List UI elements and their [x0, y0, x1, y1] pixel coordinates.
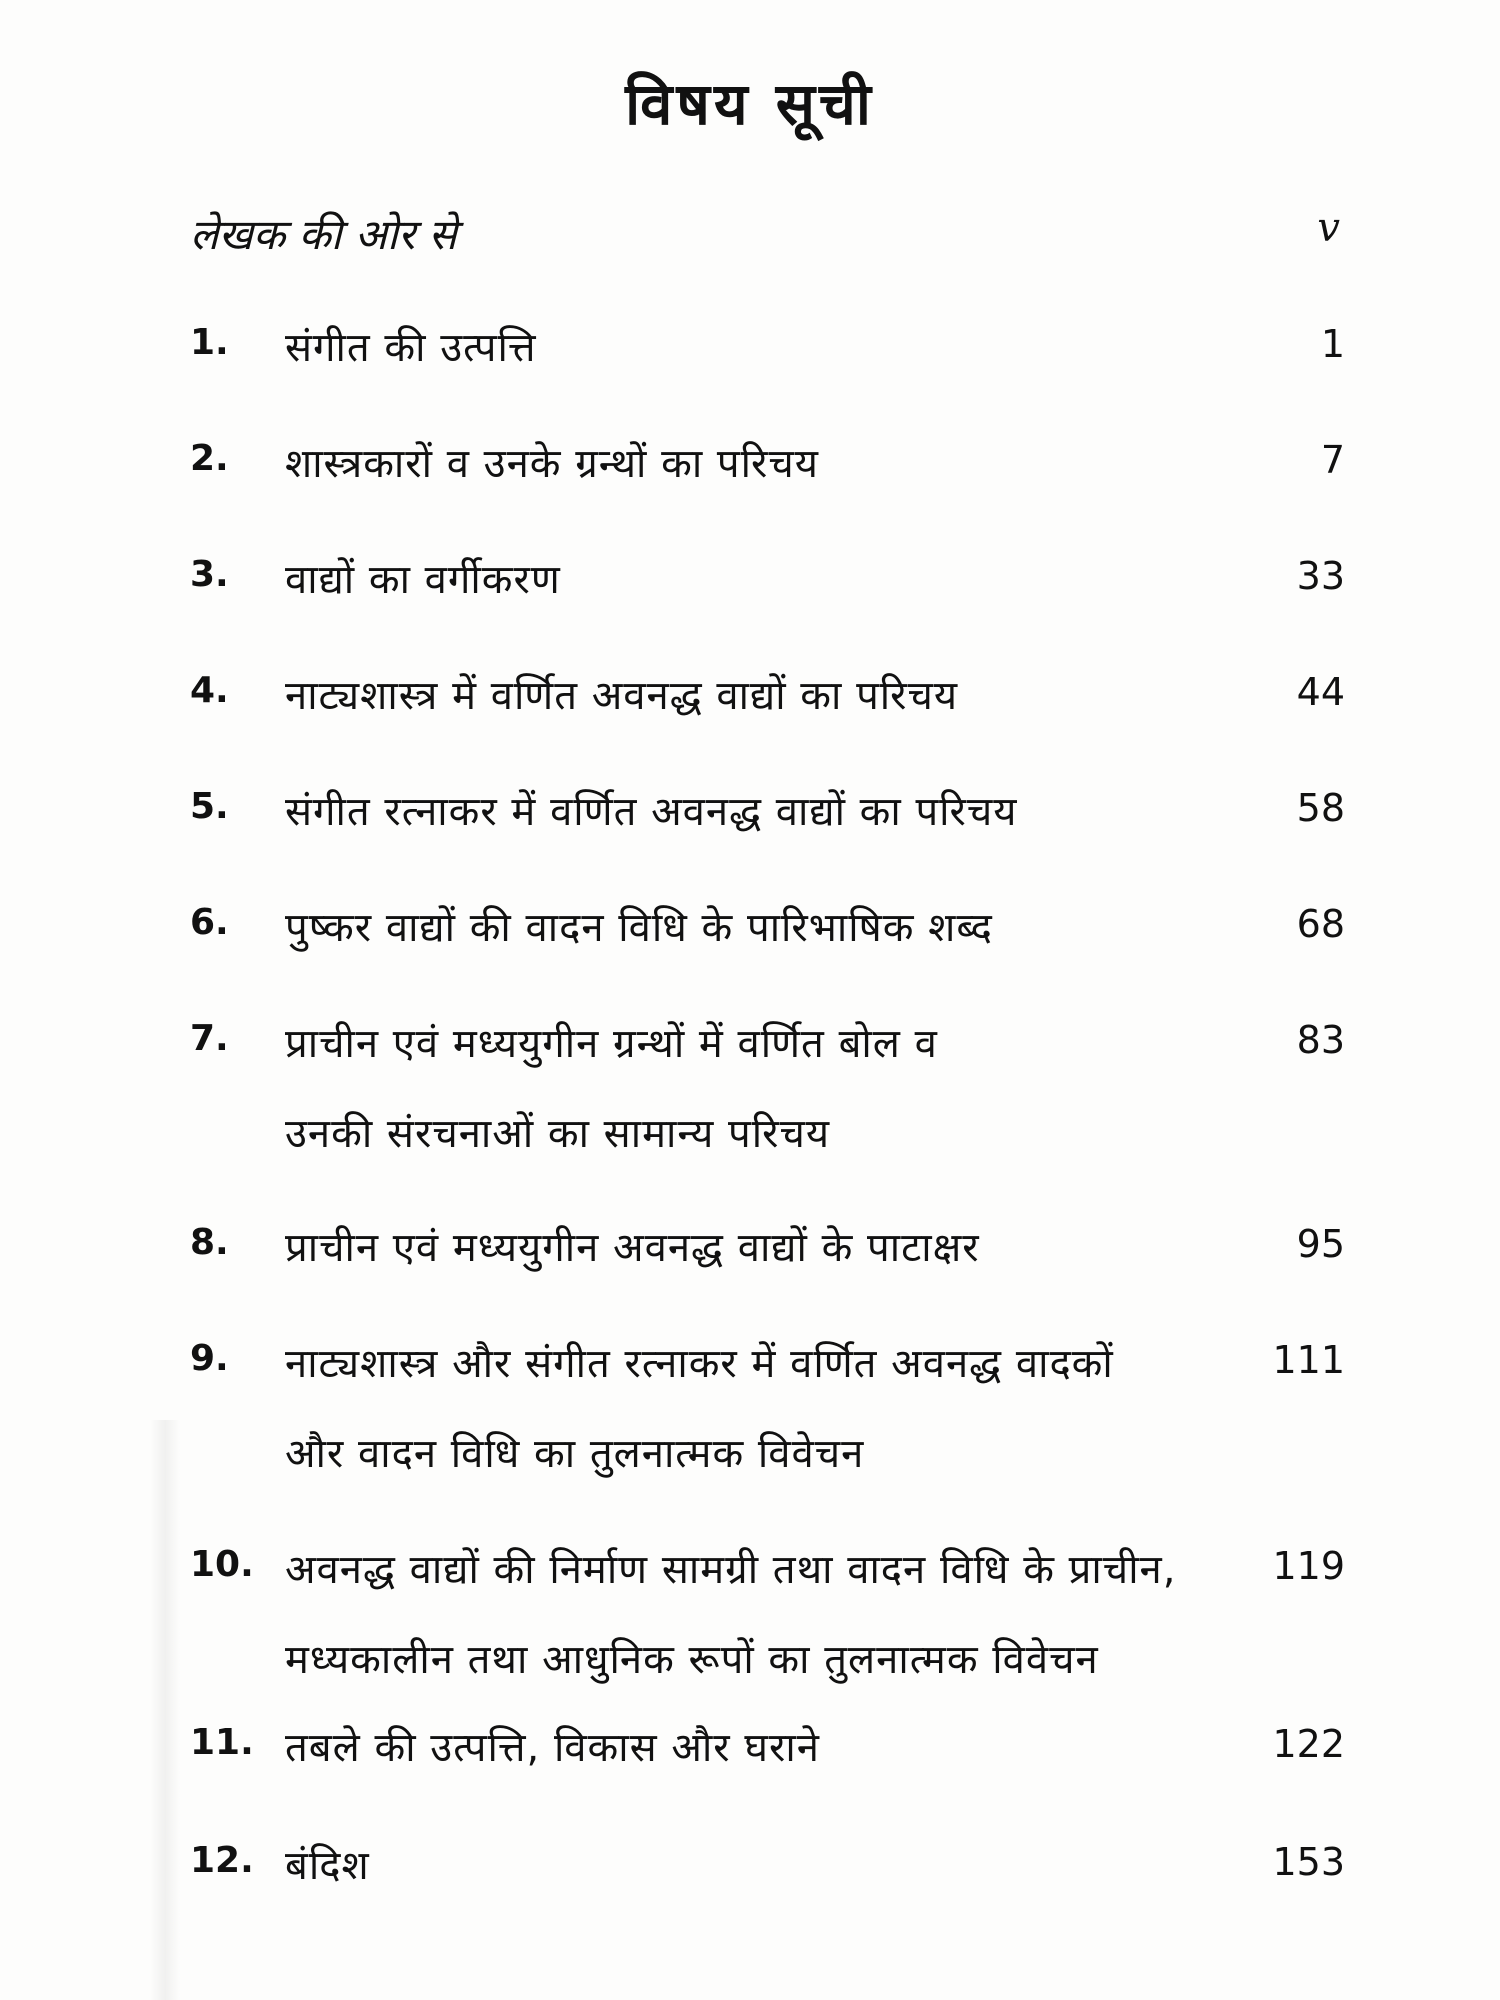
- entry-number: 1.: [190, 322, 229, 363]
- entry-page-number: 44: [1296, 670, 1345, 714]
- entry-number: 6.: [190, 902, 229, 943]
- entry-page-number: 33: [1296, 554, 1345, 598]
- entry-title: [285, 1218, 1185, 1278]
- entry-page-number: 68: [1296, 902, 1345, 946]
- entry-title-line: संगीत की उत्पत्ति: [285, 325, 537, 371]
- entry-title-line: मध्यकालीन तथा आधुनिक रूपों का तुलनात्मक विवेचन: [285, 1637, 1099, 1683]
- entry-title: [285, 666, 1185, 726]
- entry-page-number: 111: [1272, 1338, 1345, 1382]
- entry-number: 10.: [190, 1544, 254, 1585]
- entry-title-line: और वादन विधि का तुलनात्मक विवेचन: [285, 1431, 865, 1477]
- page-title: विषय सूची: [625, 70, 875, 138]
- entry-title-line: उनकी संरचनाओं का सामान्य परिचय: [285, 1111, 831, 1157]
- entry-title: [285, 318, 1185, 378]
- entry-number: 9.: [190, 1338, 229, 1379]
- preface-page-number: v: [1317, 205, 1340, 251]
- entry-page-number: 119: [1272, 1544, 1345, 1588]
- entry-title: [285, 550, 1185, 610]
- entry-title-line: संगीत रत्नाकर में वर्णित अवनद्ध वाद्यों का परिचय: [285, 789, 1018, 835]
- entry-number: 5.: [190, 786, 229, 827]
- entry-number: 2.: [190, 438, 229, 479]
- entry-number: 11.: [190, 1722, 254, 1763]
- entry-number: 7.: [190, 1018, 229, 1059]
- entry-page-number: 7: [1320, 438, 1345, 482]
- entry-title-line: बंदिश: [285, 1843, 370, 1889]
- entry-title-line: तबले की उत्पत्ति, विकास और घराने: [285, 1725, 820, 1771]
- entry-title-line: शास्त्रकारों व उनके ग्रन्थों का परिचय: [285, 441, 819, 487]
- entry-title-line: पुष्कर वाद्यों की वादन विधि के पारिभाषिक शब्द: [285, 905, 993, 951]
- entry-title: [285, 1014, 1185, 1164]
- entry-title: [285, 898, 1185, 958]
- entry-page-number: 122: [1272, 1722, 1345, 1766]
- entry-page-number: 1: [1320, 322, 1345, 366]
- entry-title-line: अवनद्ध वाद्यों की निर्माण सामग्री तथा वादन विधि के प्राचीन,: [285, 1547, 1177, 1593]
- entry-number: 4.: [190, 670, 229, 711]
- entry-number: 3.: [190, 554, 229, 595]
- preface-entry: [190, 205, 1340, 265]
- entry-title-line: प्राचीन एवं मध्ययुगीन अवनद्ध वाद्यों के पाटाक्षर: [285, 1225, 980, 1271]
- entry-title: [285, 434, 1185, 494]
- entry-title: [285, 1718, 1185, 1778]
- entry-title-line: प्राचीन एवं मध्ययुगीन ग्रन्थों में वर्णित बोल व: [285, 1021, 938, 1067]
- entry-title-line: वाद्यों का वर्गीकरण: [285, 557, 561, 603]
- entry-title: [285, 1334, 1185, 1484]
- entry-number: 8.: [190, 1222, 229, 1263]
- entry-title: [285, 1836, 1185, 1896]
- entry-page-number: 83: [1296, 1018, 1345, 1062]
- entry-page-number: 153: [1272, 1840, 1345, 1884]
- entry-page-number: 58: [1296, 786, 1345, 830]
- entry-title: [285, 782, 1185, 842]
- binding-shadow: [150, 1420, 180, 2000]
- entry-number: 12.: [190, 1840, 254, 1881]
- entry-title-line: नाट्यशास्त्र और संगीत रत्नाकर में वर्णित अवनद्ध वादकों: [285, 1341, 1114, 1387]
- entry-page-number: 95: [1296, 1222, 1345, 1266]
- entry-title-line: नाट्यशास्त्र में वर्णित अवनद्ध वाद्यों का परिचय: [285, 673, 959, 719]
- preface-label: लेखक की ओर से: [190, 210, 457, 259]
- entry-title: [285, 1540, 1185, 1690]
